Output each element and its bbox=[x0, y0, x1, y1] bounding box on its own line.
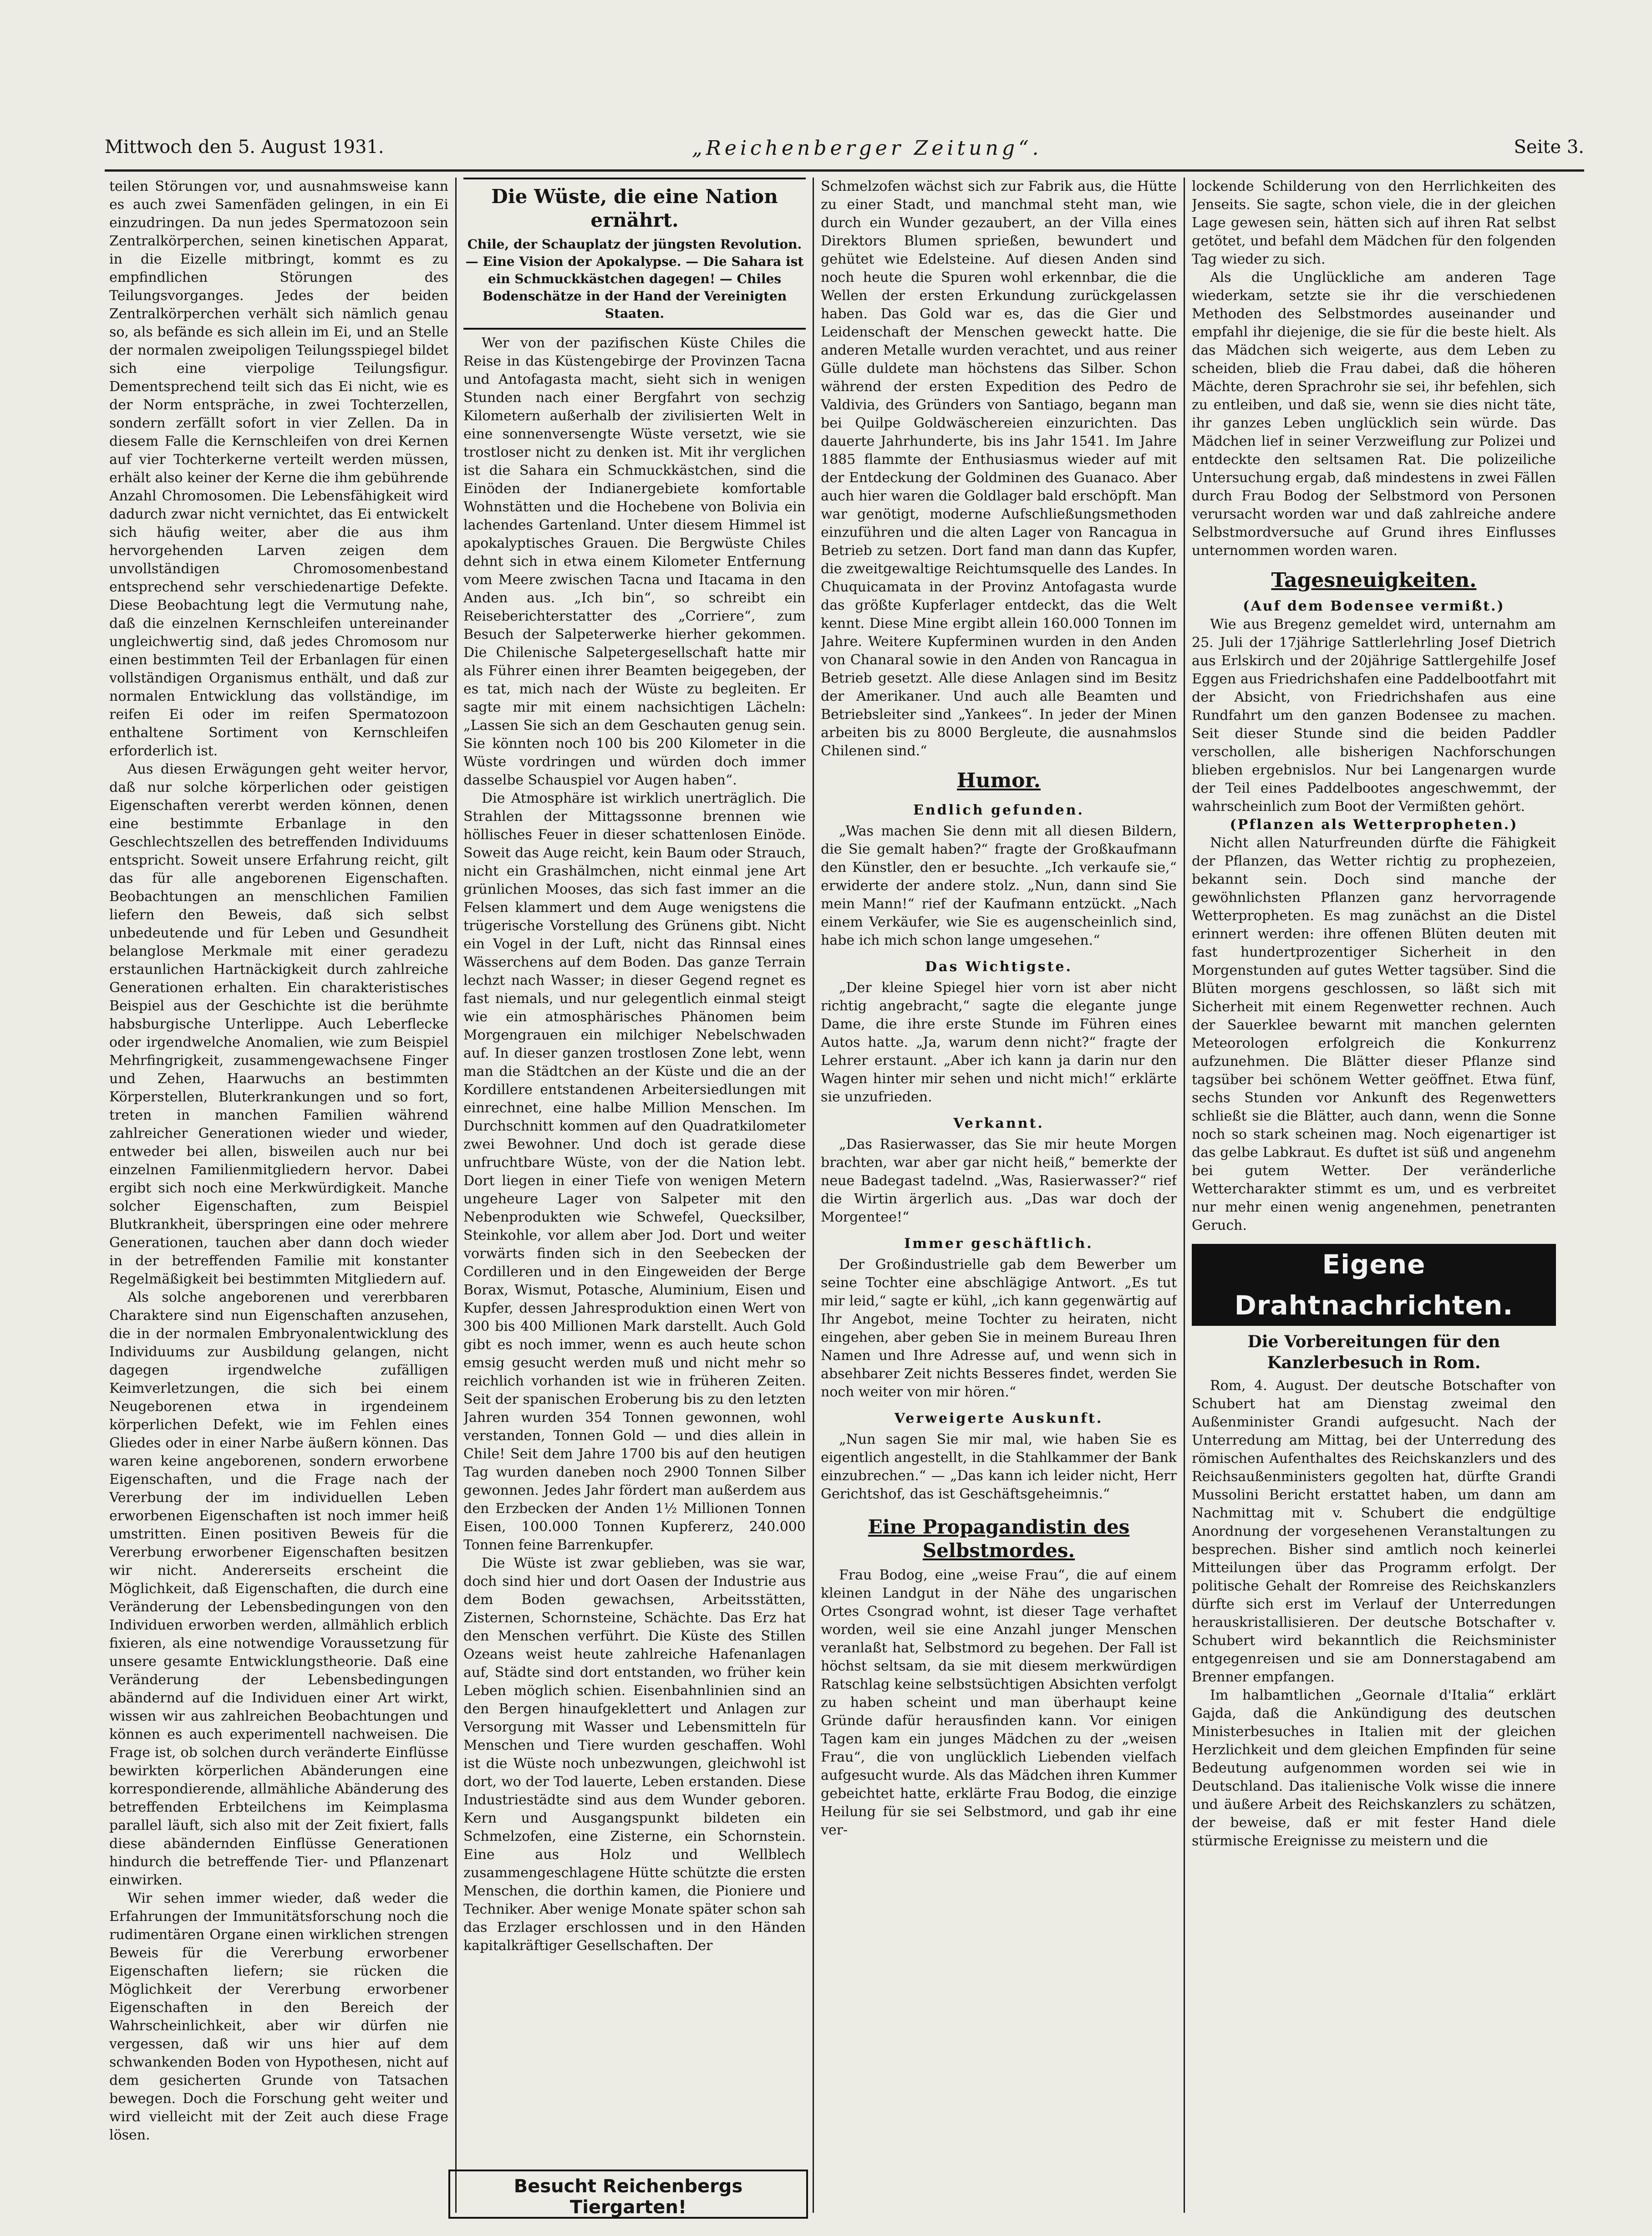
article-title-propaganda: Eine Propagandistin des Selbstmordes. bbox=[868, 1516, 1130, 1562]
article-title-desert: Die Wüste, die eine Nation ernährt. bbox=[491, 185, 778, 231]
header-date: Mittwoch den 5. August 1931. bbox=[105, 137, 384, 158]
news-item-text: Wie aus Bregenz gemeldet wird, unternahm am 25. Juli der 17jährige Sattlerlehrling Josef Dietrich aus Erlskirch und der 20jährige Sattlergehilfe Josef Eggen aus Friedrichshafen eine Paddelbootfahrt mit der Absicht, von Friedrichshafen aus eine Rundfahrt um den ganzen Bodensee zu machen. Seit dieser Stunde sind die beiden Paddler verschollen, alle bisherigen Nachforschungen blieben ergebnislos. Nur bei Langenargen wurde der Teil eines Paddelbootes angeschwemmt, der wahrscheinlich zum Boot der Vermißten gehört. bbox=[1192, 616, 1556, 815]
column-rule-1 bbox=[455, 178, 457, 2213]
col2-paragraph: Die Atmosphäre ist wirklich unerträglich. Die Strahlen der Mittagssonne brennen wie höllisches Feuer in dieser schattenlosen Einöde. Soweit das Auge reicht, kein Baum oder Strauch, nicht ein Grashälmchen, nicht einmal jene Art grünlichen Mooses, das sich fast immer an die Felsen klammert und dem Auge wenigstens die trügerische Vorstellung des Grünens gibt. Nicht ein Vogel in der Luft, nicht das Rinnsal eines Wässerchens auf dem Boden. Das ganze Terrain lechzt nach Wasser; in dieser Gegend regnet es fast niemals, und nur gelegentlich einmal steigt wie ein atmosphärisches Phänomen beim Morgengrauen ein milchiger Nebelschwaden auf. In dieser ganzen trostlosen Zone lebt, wenn man die Städtchen an der Küste und die an der Kordillere entstandenen Arbeitersiedlungen mit einrechnet, eine halbe Million Menschen. Im Durchschnitt kommen auf den Quadratkilometer zwei Bewohner. Und doch ist gerade diese unfruchtbare Wüste, von der die Nation lebt. Dort liegen in einer Tiefe von wenigen Metern ungeheure Lager von Salpeter mit den Nebenprodukten wie Schwefel, Quecksilber, Steinkohle, vor allem aber Jod. Dort und weiter vorwärts finden sich in den Seebecken der Cordilleren und in den Eingeweiden der Berge Borax, Wismut, Potasche, Aluminium, Eisen und Kupfer, dessen Jahresproduktion einen Wert von 300 bis 400 Millionen Mark darstellt. Auch Gold gibt es noch immer, wenn es auch heute schon emsig gesucht werden muß und nicht mehr so reichlich vorhanden ist wie in früheren Zeiten. Seit der spanischen Eroberung bis zu den letzten Jahren wurden 354 Tonnen gewonnen, wohl verstanden, Tonnen Gold — und dies allein in Chile! Seit dem Jahre 1700 bis auf den heutigen Tag wurden daneben noch 2900 Tonnen Silber gewonnen. Jedes Jahr fördert man außerdem aus den Erzbecken der Anden 1½ Millionen Tonnen Eisen, 100.000 Tonnen Kupfererz, 240.000 Tonnen feine Barrenkupfer. bbox=[463, 790, 806, 1553]
column-3 bbox=[821, 178, 1177, 2213]
joke-text: „Nun sagen Sie mir mal, wie haben Sie es eigentlich angestellt, in die Stahlkammer der Bank einzubrechen.“ — „Das kann ich leider nicht, Herr Gerichtshof, das ist Geschäftsgeheimnis.“ bbox=[821, 1431, 1177, 1502]
newspaper-title: „Reichenberger Zeitung“. bbox=[692, 137, 1042, 160]
col1-paragraph: Als solche angeborenen und vererbbaren Charaktere sind nun Eigenschaften anzusehen, die in der normalen Embryonalentwicklung des Individuums zur Ausbildung gelangen, nicht dagegen irgendwelche zufälligen Keimverletzungen, die sich bei einem Neugeborenen etwa in irgendeinem körperlichen Defekt, wie im Fehlen eines Gliedes oder in einer Narbe äußern können. Das waren keine angeborenen, sondern erworbene Eigenschaften, und die Frage nach der Vererbung der im individuellen Leben erworbenen Eigenschaften ist noch immer heiß umstritten. Einen positiven Beweis für die Vererbung erworbener Eigenschaften besitzen wir nicht. Andererseits erscheint die Möglichkeit, daß Eigenschaften, die durch eine Veränderung der Lebensbedingungen von den Individuen erworben werden, allmählich erblich fixieren, als eine notwendige Voraussetzung für unsere gesamte Entwicklungstheorie. Daß eine Veränderung der Lebensbedingungen abändernd auf die Individuen einer Art wirkt, wissen wir aus zahlreichen Beobachtungen und können es auch experimentell nachweisen. Die Frage ist, ob solchen durch veränderte Einflüsse bewirkten körperlichen Abänderungen eine korrespondierende, allmähliche Abänderung des betreffenden Erbteilchens im Keimplasma parallel läuft, sich also mit der Zeit fixiert, falls diese abändernden Einflüsse Generationen hindurch die betreffende Tier- und Pflanzenart einwirken. bbox=[109, 1289, 448, 1888]
col1-paragraph: Aus diesen Erwägungen geht weiter hervor, daß nur solche körperlichen oder geistigen Eigenschaften vererbt werden können, denen eine bestimmte Erbanlage in den Geschlechtszellen des betreffenden Individuums entspricht. Soweit unsere Erfahrung reicht, gilt das für alle angeborenen Eigenschaften. Beobachtungen an menschlichen Familien liefern den Beweis, daß sich selbst unbedeutende und für Leben und Gesundheit belanglose Merkmale mit einer geradezu erstaunlichen Hartnäckigkeit durch zahlreiche Generationen erhalten. Ein charakteristisches Beispiel aus der Geschichte ist die berühmte habsburgische Unterlippe. Auch Leberflecke oder irgendwelche Anomalien, wie zum Beispiel Mehrfingrigkeit, zusammengewachsene Finger und Zehen, Haarwuchs an bestimmten Körperstellen, Bluterkrankungen und so fort, treten in manchen Familien während zahlreicher Generationen wieder und wieder, entweder bei allen, bisweilen auch nur bei einzelnen Familienmitgliedern hervor. Dabei ergibt sich noch eine Merkwürdigkeit. Manche solcher Eigenschaften, zum Beispiel Blutkrankheit, überspringen eine oder mehrere Generationen, tauchen aber dann doch wieder in der betreffenden Familie mit konstanter Regelmäßigkeit bei bestimmten Mitgliedern auf. bbox=[109, 761, 448, 1287]
article-header-desert bbox=[463, 178, 806, 330]
joke-text: „Was machen Sie denn mit all diesen Bildern, die Sie gemalt haben?“ fragte der Großkaufmann den Künstler, den er besuchte. „Ich verkaufe sie,“ erwiderte der andere stolz. „Nun, dann sind Sie mein Mann!“ rief der Kaufmann entzückt. „Nach einem Verkäufer, wie Sie es augenscheinlich sind, habe ich mich schon lange umgesehen.“ bbox=[821, 823, 1177, 948]
column-rule-2 bbox=[813, 178, 814, 2213]
news-item-title: (Auf dem Bodensee vermißt.) bbox=[1243, 598, 1505, 614]
col3-paragraph: Schmelzofen wächst sich zur Fabrik aus, die Hütte zu einer Stadt, und manchmal steht man, wie durch ein Wunder gezaubert, an der Villa eines Direktors Blumen sprießen, bewundert und gehütet wie Edelsteine. Auf diesen Anden sind noch heute die Spuren wohl erkennbar, die die Wellen der ersten Erkundung zurückgelassen haben. Das Gold war es, das die Gier und Leidenschaft der Menschen geweckt hatte. Die anderen Metalle wurden verachtet, und aus reiner Gülle duldete man höchstens das Silber. Schon während der ersten Expedition des Pedro de Valdivia, des Gründers von Santiago, begann man bei Quilpe Goldwäschereien einzurichten. Das dauerte Jahrhunderte, bis ins Jahr 1541. Im Jahre 1885 flammte der Enthusiasmus wieder auf mit der Entdeckung der Goldminen des Guanaco. Aber auch hier waren die Goldlager bald erschöpft. Man war genötigt, moderne Aufschließungsmethoden einzuführen und die alten Lager von Rancagua in Betrieb zu setzen. Dort fand man dann das Kupfer, die zweitgewaltige Reichtumsquelle des Landes. In Chuquicamata in der Provinz Antofagasta wurde das größte Kupferlager entdeckt, das die Welt kennt. Diese Mine ergibt allein 160.000 Tonnen im Jahre. Weitere Kupferminen wurden in den Anden von Chanaral sowie in den Anden von Rancagua in Betrieb gesetzt. Alle diese Anlagen sind im Besitz der Amerikaner. Und auch alle Beamten und Betriebsleiter sind „Yankees“. In jeder der Minen arbeiten bis zu 8000 Bergleute, die ausnahmslos Chilenen sind.“ bbox=[821, 178, 1177, 759]
col3-article2-paragraph: Frau Bodog, eine „weise Frau“, die auf einem kleinen Landgut in der Nähe des ungarischen Ortes Csongrad wohnt, ist dieser Tage verhaftet worden, weil sie eine Anzahl junger Menschen veranlaßt hat, Selbstmord zu begehen. Der Fall ist höchst seltsam, da sie mit diesem merkwürdigen Ratschlag keine selbstsüchtigen Absichten verfolgt zu haben scheint und man überhaupt keine Gründe dafür herausfinden kann. Vor einigen Tagen kam ein junges Mädchen zu der „weisen Frau“, die von unglücklich Liebenden vielfach aufgesucht wurde. Als das Mädchen ihren Kummer gebeichtet hatte, erklärte Frau Bodog, die einzige Heilung für sie sei Selbstmord, und gab ihr eine ver- bbox=[821, 1567, 1177, 1838]
col4-paragraph: Als die Unglückliche am anderen Tage wiederkam, setzte sie ihr die verschiedenen Methoden des Selbstmordes auseinander und empfahl ihr diejenige, die sie für die beste hielt. Als das Mädchen sich weigerte, aus dem Leben zu scheiden, blieb die Frau dabei, daß die höheren Mächte, deren Sprachrohr sie sei, ihr befehlen, sich zu entleiben, und daß sie, wenn sie dies nicht täte, ihr ganzes Leben unglücklich sein würde. Das Mädchen lief in seiner Verzweiflung zur Polizei und entdeckte den seltsamen Rat. Die polizeiliche Untersuchung ergab, daß mindestens in zwei Fällen durch Frau Bodog der Selbstmord von Personen verursacht worden war und daß zahlreiche andere Selbstmordversuche auf Grund ihres Einflusses unternommen worden waren. bbox=[1192, 270, 1556, 559]
joke-text: Der Großindustrielle gab dem Bewerber um seine Tochter eine abschlägige Antwort. „Es tut mir leid,“ sagte er kühl, „ich kann gegenwärtig auf Ihr Angebot, meine Tochter zu heiraten, nicht eingehen, aber geben Sie in meinem Bureau Ihren Namen und Ihre Adresse auf, und wenn sich in absehbarer Zeit nichts Besseres findet, werden Sie noch weiter von mir hören.“ bbox=[821, 1257, 1177, 1400]
header-rule bbox=[105, 169, 1584, 172]
col1-paragraph: teilen Störungen vor, und ausnahmsweise kann es auch zwei Samenfäden gelingen, in ein Ei einzudringen. Da nun jedes Spermatozoon sein Zentralkörperchen, seinen kinetischen Apparat, in die Eizelle mitbringt, kommt es zu empfindlichen Störungen des Teilungsvorganges. Jedes der beiden Zentralkörperchen verhält sich nämlich genau so, als befände es sich allein im Ei, und an Stelle der normalen zweipoligen Teilungsspiegel bildet sich eine vierpolige Teilungsfigur. Dementsprechend teilt sich das Ei nicht, wie es der Norm entspräche, in zwei Tochterzellen, sondern zerfällt sofort in vier Zellen. Da in diesem Falle die Kernschleifen von drei Kernen auf vier Tochterkerne verteilt werden müssen, erhält also keiner der Kerne die ihm gebührende Anzahl Chromosomen. Die Lebensfähigkeit wird dadurch zwar nicht vernichtet, das Ei entwickelt sich häufig weiter, aber die aus ihm hervorgehenden Larven zeigen dem unvollständigen Chromosomenbestand entsprechend sehr verschiedenartige Defekte. Diese Beobachtung legt die Vermutung nahe, daß die einzelnen Kernschleifen untereinander ungleichwertig sind, daß jedes Chromosom nur einen bestimmten Teil der Erbanlagen für einen vollständigen Organismus enthält, und daß zur normalen Entwicklung das vollständige, im reifen Ei oder im reifen Spermatozoon enthaltene Sortiment von Kernschleifen erforderlich ist. bbox=[109, 178, 448, 759]
column-4 bbox=[1192, 178, 1556, 2213]
joke-text: „Das Rasierwasser, das Sie mir heute Morgen brachten, war aber gar nicht heiß,“ bemerkte der neue Badegast tadelnd. „Was, Rasierwasser?“ rief die Wirtin ärgerlich aus. „Das war doch der Morgentee!“ bbox=[821, 1136, 1177, 1225]
news-item-text: Nicht allen Naturfreunden dürfte die Fähigkeit der Pflanzen, das Wetter richtig zu prophezeien, bekannt sein. Doch sind manche der gewöhnlichsten Pflanzen ganz hervorragende Wetterpropheten. Es mag zunächst an die Distel erinnert werden: ihre offenen Blüten deuten mit fast hundertprozentiger Sicherheit in den Morgenstunden auf gutes Wetter tagsüber. Sind die Blüten morgens geschlossen, so läßt sich mit Sicherheit mit einem Regenwetter rechnen. Auch der Sauerklee bewarnt mit manchen gelernten Meteorologen erfolgreich die Konkurrenz aufzunehmen. Die Blätter dieser Pflanze sind tagsüber bei schönem Wetter geöffnet. Etwa fünf, sechs Stunden vor Ankunft des Regenwetters schließt sie die Blätter, auch dann, wenn die Sonne noch so stark scheinen mag. Noch eigenartiger ist das gelbe Labkraut. Es duftet ist süß und angenehm bei gutem Wetter. Der veränderliche Wettercharakter stimmt es um, und es verbreitet nur mehr einen wenig angenehmen, penetranten Geruch. bbox=[1192, 835, 1556, 1233]
news-item-title: (Pflanzen als Wetterpropheten.) bbox=[1230, 817, 1518, 833]
joke-title: Immer geschäftlich. bbox=[904, 1236, 1093, 1252]
column-2 bbox=[463, 178, 806, 2213]
col1-paragraph: Wir sehen immer wieder, daß weder die Erfahrungen der Immunitätsforschung noch die rudimentären Organe einen wirklichen strengen Beweis für die Vererbung erworbener Eigenschaften liefern; sie rücken die Möglichkeit der Vererbung erworbener Eigenschaften in den Bereich der Wahrscheinlichkeit, aber wir dürfen nie vergessen, daß wir uns hier auf dem schwankenden Boden von Hypothesen, nicht auf dem gesicherten Grunde von Tatsachen bewegen. Doch die Forschung geht weiter und wird vielleicht mit der Zeit auch diese Frage lösen. bbox=[109, 1890, 448, 2143]
joke-title: Verkannt. bbox=[953, 1115, 1044, 1131]
joke-title: Endlich gefunden. bbox=[913, 802, 1084, 818]
wire-news-banner: Eigene Drahtnachrichten. bbox=[1192, 1244, 1556, 1326]
col2-paragraph: Die Wüste ist zwar geblieben, was sie war, doch sind hier und dort Oasen der Industrie aus dem Boden gewachsen, Arbeitsstätten, Zisternen, Schornsteine, Schächte. Das Erz hat den Menschen verführt. Die Küste des Stillen Ozeans weist heute zahlreiche Hafenanlagen auf, Städte sind dort entstanden, wo früher kein Leben möglich schien. Eisenbahnlinien sind an den Bergen hinaufgeklettert und Anlagen zur Versorgung mit Wasser und Lebensmitteln für Menschen und Tiere wurden geschaffen. Wohl ist die Wüste noch unbezwungen, gleichwohl ist dort, wo der Tod lauerte, Leben erstanden. Diese Industriestädte sind aus dem Wunder geboren. Kern und Ausgangspunkt bildeten ein Schmelzofen, eine Zisterne, ein Schornstein. Eine aus Holz und Wellblech zusammengeschlagene Hütte schützte die ersten Menschen, die dorthin kamen, die Pioniere und Techniker. Aber wenige Monate später schon sah das Erzlager erschlossen und in den Händen kapitalkräftiger Gesellschaften. Der bbox=[463, 1555, 806, 1954]
page-number: Seite 3. bbox=[1514, 137, 1584, 158]
news-heading: Tagesneuigkeiten. bbox=[1271, 569, 1477, 592]
wire-paragraph: Rom, 4. August. Der deutsche Botschafter von Schubert hat am Dienstag zweimal den Außenminister Grandi aufgesucht. Nach der Unterredung am Mittag, bei der Unterredung des römischen Aufenthaltes des Reichskanzlers und des Reichsaußenministers gegolten hat, dürfte Grandi Mussolini Bericht erstattet haben, um dann am Nachmittag mit v. Schubert die endgültige Anordnung der vorgesehenen Veranstaltungen zu besprechen. Bisher sind amtlich noch keinerlei Mitteilungen über das Programm erfolgt. Der politische Gehalt der Romreise des Reichskanzlers dürfte sich erst im Verlauf der Unterredungen herauskristallisieren. Der deutsche Botschafter v. Schubert wird bekanntlich die Reichsminister entgegenreisen und sie am Donnerstagabend am Brenner empfangen. bbox=[1192, 1378, 1556, 1685]
tiergarten-advertisement: Besucht Reichenbergs Tiergarten! bbox=[448, 2170, 808, 2219]
col4-paragraph: lockende Schilderung von den Herrlichkeiten des Jenseits. Sie sagte, schon viele, die in der gleichen Lage gewesen sein, hätten sich auf ihren Rat selbst getötet, und befahl dem Mädchen für den folgenden Tag wieder zu sich. bbox=[1192, 178, 1556, 267]
column-rule-3 bbox=[1184, 178, 1185, 2213]
joke-text: „Der kleine Spiegel hier vorn ist aber nicht richtig angebracht,“ sagte die elegante junge Dame, die ihre erste Stunde im Führen eines Autos hatte. „Ja, warum denn nicht?“ fragte der Lehrer erstaunt. „Aber ich kann ja darin nur den Wagen hinter mir sehen und nicht mich!“ erklärte sie unzufrieden. bbox=[821, 980, 1177, 1105]
wire-article-title: Die Vorbereitungen für den Kanzlerbesuch in Rom. bbox=[1247, 1332, 1500, 1372]
humor-heading: Humor. bbox=[957, 769, 1041, 792]
col2-paragraph: Wer von der pazifischen Küste Chiles die Reise in das Küstengebirge der Provinzen Tacna und Antofagasta macht, sieht sich in wenigen Stunden nach einer Bergfahrt von sechzig Kilometern außerhalb der zivilisierten Welt in eine sonnenversengte Wüste versetzt, wie sie trostloser nicht zu denken ist. Mit ihr verglichen ist die Sahara ein Schmuckkästchen, sind die Einöden der Indianergebiete komfortable Wohnstätten und die Hochebene von Bolivia ein lachendes Gartenland. Unter diesem Himmel ist apokalyptisches Grauen. Die Bergwüste Chiles dehnt sich in etwa einem Kilometer Entfernung vom Meere zwischen Tacna und Itacama in den Anden aus. „Ich bin“, so schreibt ein Reiseberichterstatter des „Corriere“, zum Besuch der Salpeterwerke hierher gekommen. Die Chilenische Salpetergesellschaft hatte mir als Führer einen ihrer Beamten beigegeben, der es tat, mich nach der Wüste zu begleiten. Er sagte mir mit einem nachsichtigen Lächeln: „Lassen Sie sich an dem Geschauten genug sein. Sie könnten noch 100 bis 200 Kilometer in die Wüste vordringen und würden doch immer dasselbe Schauspiel vor Augen haben“. bbox=[463, 335, 806, 788]
wire-paragraph: Im halbamtlichen „Geornale d'Italia“ erklärt Gajda, daß die Ankündigung des deutschen Ministerbesuches in Italien mit der gleichen Herzlichkeit und dem gleichen Empfinden für seine Bedeutung aufgenommen worden sei wie in Deutschland. Das italienische Volk wisse die innere und äußere Arbeit des Reichskanzlers zu schätzen, der beweise, daß er mit fester Hand diele stürmische Ereignisse zu meistern und die bbox=[1192, 1687, 1556, 1849]
column-1 bbox=[109, 178, 448, 2213]
page-header bbox=[105, 137, 1584, 168]
joke-title: Das Wichtigste. bbox=[925, 959, 1073, 975]
article-subtitle-desert: Chile, der Schauplatz der jüngsten Revolution. — Eine Vision der Apokalypse. — Die Sahara ist ein Schmuckkästchen dagegen! — Chiles Bodenschätze in der Hand der Vereinigten Staaten. bbox=[465, 237, 804, 321]
joke-title: Verweigerte Auskunft. bbox=[894, 1411, 1103, 1426]
